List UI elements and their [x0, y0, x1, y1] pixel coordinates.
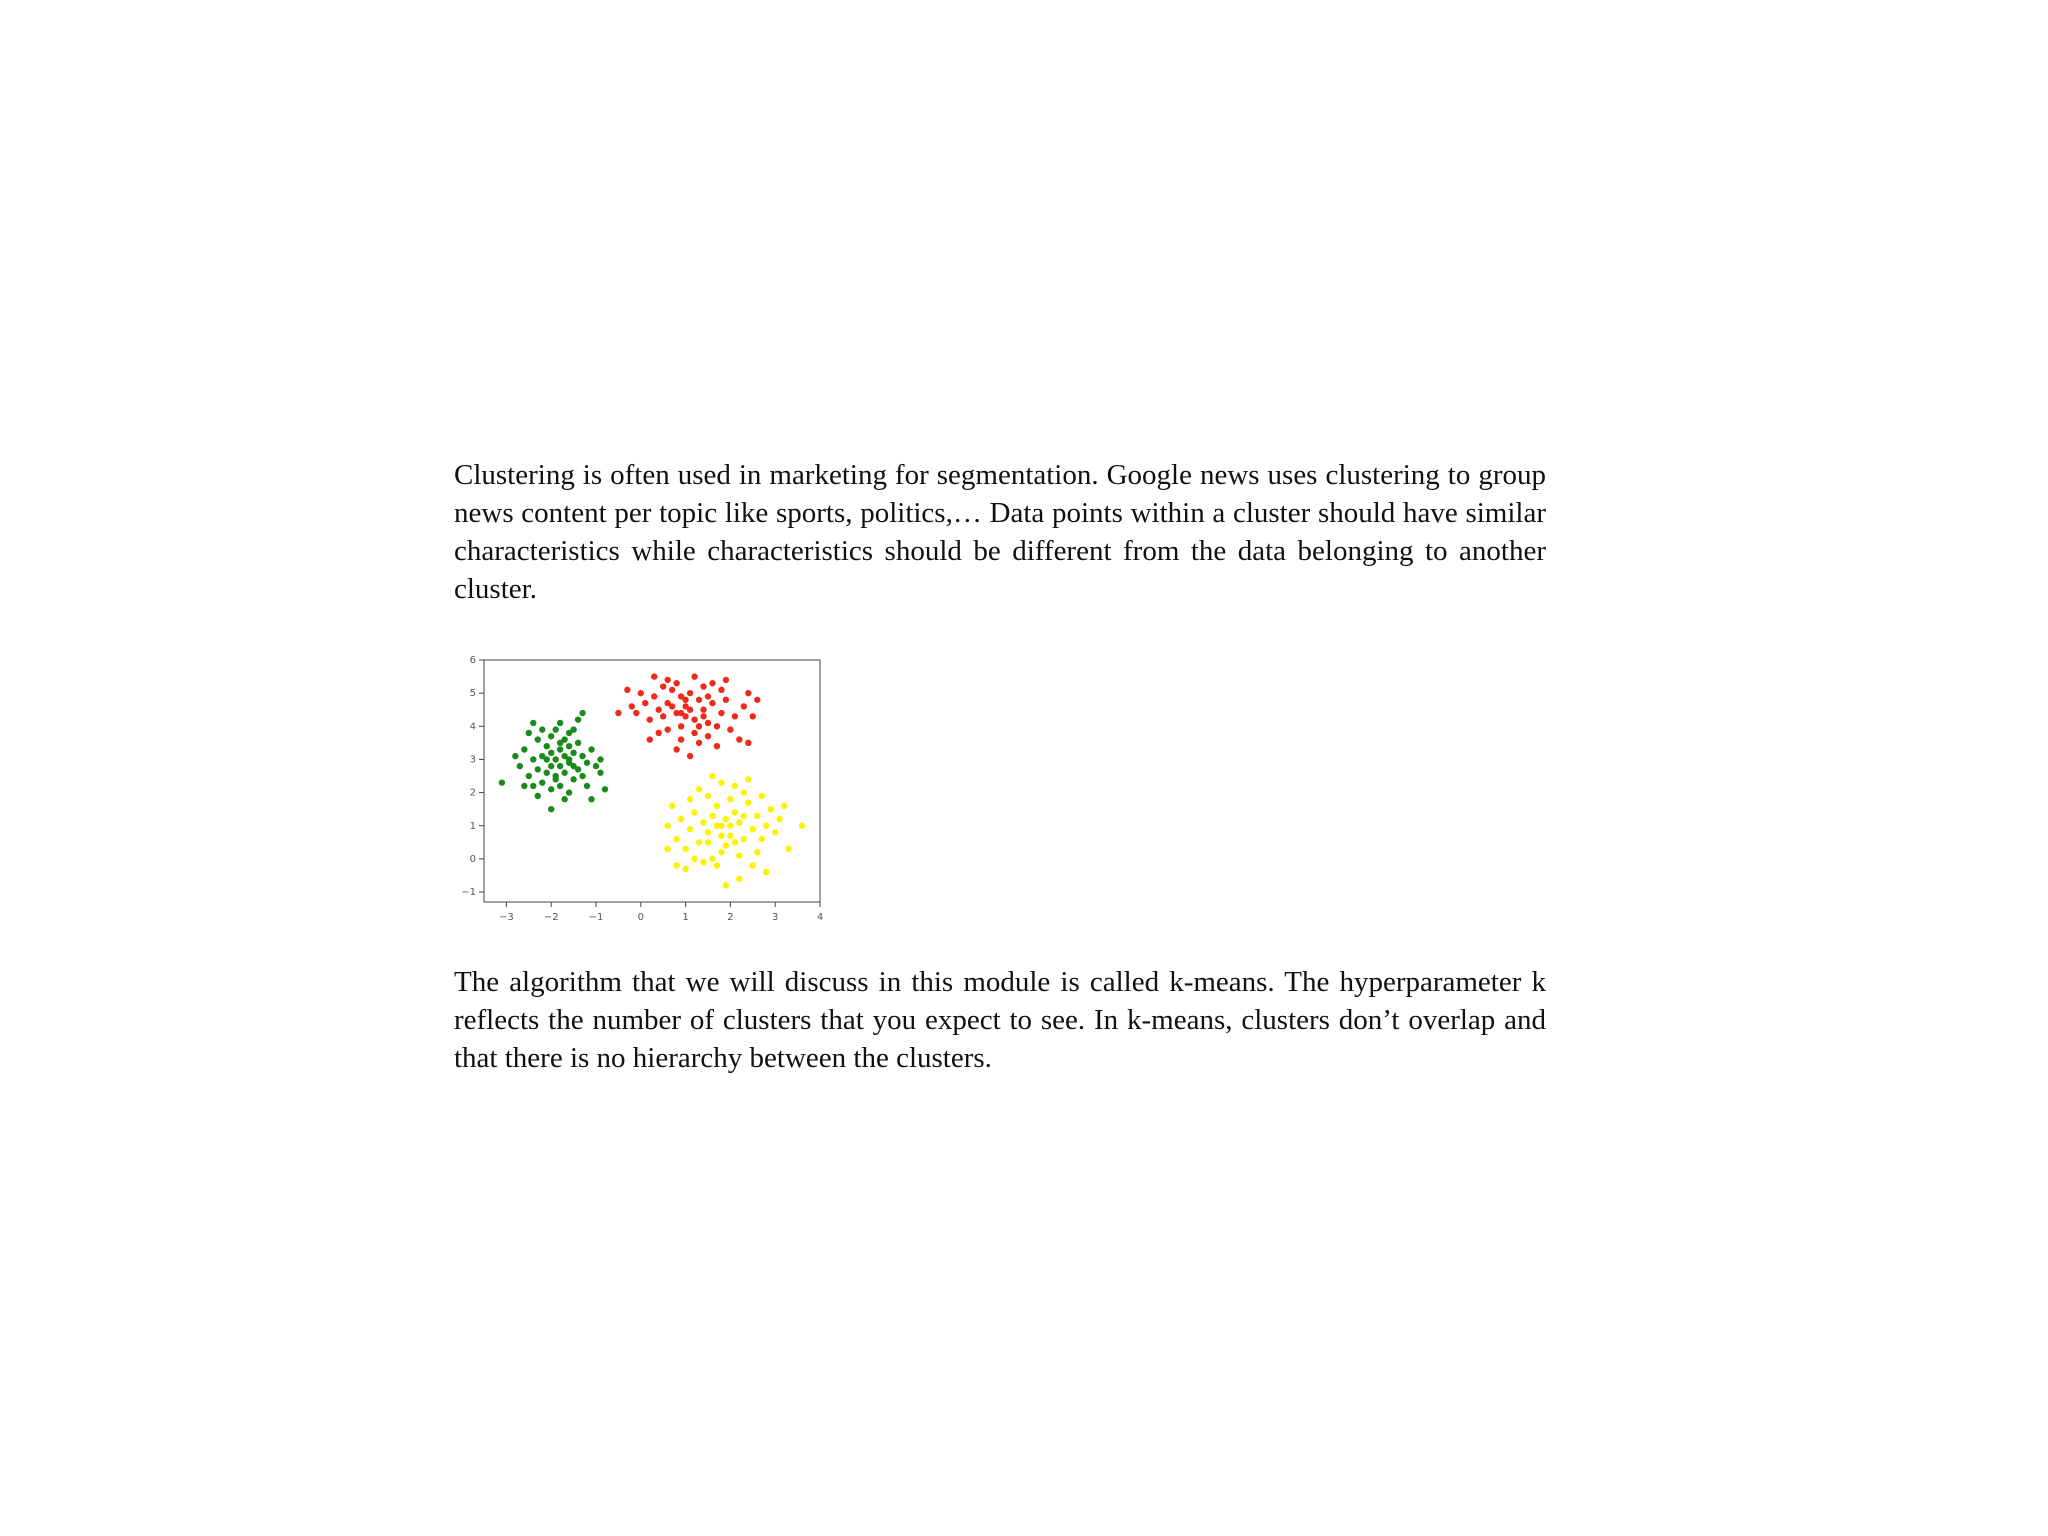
data-point	[566, 789, 572, 795]
data-point	[629, 703, 635, 709]
data-point	[548, 786, 554, 792]
data-point	[530, 756, 536, 762]
y-tick-label: 3	[469, 754, 476, 766]
data-point	[682, 697, 688, 703]
data-point	[736, 736, 742, 742]
data-point	[709, 700, 715, 706]
data-point	[544, 756, 550, 762]
data-point	[633, 710, 639, 716]
data-point	[705, 839, 711, 845]
data-point	[682, 866, 688, 872]
data-point	[696, 786, 702, 792]
data-point	[669, 703, 675, 709]
data-point	[566, 743, 572, 749]
data-point	[691, 856, 697, 862]
data-point	[557, 763, 563, 769]
data-point	[696, 740, 702, 746]
data-point	[535, 766, 541, 772]
data-point	[718, 710, 724, 716]
data-point	[763, 823, 769, 829]
data-point	[517, 763, 523, 769]
data-point	[584, 760, 590, 766]
data-point	[718, 849, 724, 855]
data-point	[678, 710, 684, 716]
data-point	[799, 823, 805, 829]
data-point	[660, 683, 666, 689]
data-point	[673, 862, 679, 868]
data-point	[499, 779, 505, 785]
y-axis	[461, 655, 484, 898]
paragraph-kmeans: The algorithm that we will discuss in this module is called k-means. The hyperparameter k reflects the number of clusters that you expect to see. In k-means, clusters don’t overlap and that there is no hierarchy between the clusters.	[454, 966, 1546, 1074]
data-point	[727, 726, 733, 732]
data-point	[709, 813, 715, 819]
data-point	[736, 819, 742, 825]
data-point	[579, 773, 585, 779]
data-point	[687, 753, 693, 759]
data-point	[588, 796, 594, 802]
x-tick-label: 0	[637, 912, 644, 923]
data-point	[530, 720, 536, 726]
data-point	[687, 707, 693, 713]
y-tick-label: 0	[469, 853, 476, 865]
data-point	[521, 783, 527, 789]
data-point	[691, 673, 697, 679]
data-point	[741, 836, 747, 842]
data-point	[539, 726, 545, 732]
data-point	[705, 733, 711, 739]
data-point	[647, 716, 653, 722]
data-point	[656, 730, 662, 736]
data-point	[727, 832, 733, 838]
data-point	[561, 796, 567, 802]
data-point	[548, 733, 554, 739]
data-point	[723, 882, 729, 888]
data-point	[714, 723, 720, 729]
data-point	[709, 680, 715, 686]
data-point	[579, 710, 585, 716]
data-point	[714, 743, 720, 749]
y-tick-label: −1	[461, 887, 476, 899]
data-point	[732, 809, 738, 815]
cluster-scatter-chart	[452, 650, 832, 930]
x-tick-label: 1	[682, 912, 689, 923]
data-point	[526, 773, 532, 779]
cluster-scatter-figure	[452, 650, 832, 930]
data-point	[544, 743, 550, 749]
data-point	[718, 779, 724, 785]
data-point	[566, 756, 572, 762]
data-point	[763, 869, 769, 875]
data-point	[647, 736, 653, 742]
data-point	[526, 730, 532, 736]
data-point	[785, 846, 791, 852]
data-point	[732, 839, 738, 845]
x-tick-label: −1	[588, 912, 604, 923]
data-point	[741, 813, 747, 819]
x-tick-label: −3	[499, 912, 514, 923]
data-point	[732, 783, 738, 789]
data-point	[781, 803, 787, 809]
data-point	[615, 710, 621, 716]
data-point	[539, 779, 545, 785]
data-point	[741, 703, 747, 709]
data-point	[687, 826, 693, 832]
data-point	[624, 687, 630, 693]
data-point	[669, 687, 675, 693]
data-point	[754, 697, 760, 703]
y-tick-label: 4	[469, 721, 476, 733]
data-point	[521, 746, 527, 752]
data-point	[579, 753, 585, 759]
data-point	[557, 746, 563, 752]
y-tick-label: 5	[469, 688, 476, 700]
data-point	[750, 826, 756, 832]
data-point	[557, 720, 563, 726]
data-point	[759, 836, 765, 842]
data-point	[552, 776, 558, 782]
data-point	[709, 773, 715, 779]
data-point	[691, 716, 697, 722]
data-point	[512, 753, 518, 759]
x-tick-label: 3	[772, 912, 779, 923]
data-point	[745, 799, 751, 805]
data-point	[651, 693, 657, 699]
data-point	[588, 746, 594, 752]
data-point	[736, 876, 742, 882]
data-point	[557, 783, 563, 789]
data-point	[678, 736, 684, 742]
data-point	[696, 697, 702, 703]
data-point	[705, 793, 711, 799]
data-point	[570, 776, 576, 782]
data-point	[723, 816, 729, 822]
data-point	[732, 713, 738, 719]
data-point	[691, 809, 697, 815]
y-tick-label: 6	[469, 655, 476, 666]
data-point	[638, 690, 644, 696]
data-point	[669, 803, 675, 809]
data-point	[544, 770, 550, 776]
data-point	[664, 846, 670, 852]
data-point	[727, 796, 733, 802]
data-point	[570, 726, 576, 732]
data-point	[723, 677, 729, 683]
data-point	[696, 723, 702, 729]
data-point	[741, 789, 747, 795]
data-point	[593, 763, 599, 769]
data-point	[705, 693, 711, 699]
data-point	[714, 803, 720, 809]
data-point	[754, 813, 760, 819]
data-point	[664, 677, 670, 683]
data-point	[745, 690, 751, 696]
data-point	[642, 700, 648, 706]
x-tick-label: 2	[727, 912, 734, 923]
data-point	[727, 823, 733, 829]
data-point	[548, 806, 554, 812]
data-point	[656, 707, 662, 713]
data-point	[700, 859, 706, 865]
data-point	[714, 823, 720, 829]
data-point	[718, 687, 724, 693]
data-point	[745, 740, 751, 746]
data-point	[660, 713, 666, 719]
data-point	[682, 846, 688, 852]
data-point	[759, 793, 765, 799]
data-point	[772, 829, 778, 835]
data-point	[714, 862, 720, 868]
data-point	[597, 756, 603, 762]
data-point	[700, 683, 706, 689]
data-point	[530, 783, 536, 789]
x-axis	[499, 902, 823, 923]
data-point	[723, 697, 729, 703]
data-point	[552, 726, 558, 732]
x-tick-label: −2	[543, 912, 559, 923]
data-point	[575, 716, 581, 722]
data-point	[736, 852, 742, 858]
data-point	[691, 730, 697, 736]
data-point	[548, 763, 554, 769]
data-point	[664, 823, 670, 829]
data-point	[664, 726, 670, 732]
data-point	[678, 816, 684, 822]
data-point	[570, 763, 576, 769]
data-point	[750, 862, 756, 868]
data-point	[750, 713, 756, 719]
data-point	[557, 740, 563, 746]
data-point	[597, 770, 603, 776]
data-point	[673, 746, 679, 752]
data-point	[687, 796, 693, 802]
data-point	[602, 786, 608, 792]
y-tick-label: 2	[469, 787, 476, 799]
data-point	[535, 793, 541, 799]
data-point	[700, 819, 706, 825]
data-point	[709, 856, 715, 862]
data-point	[718, 832, 724, 838]
data-point	[700, 707, 706, 713]
data-point	[561, 770, 567, 776]
data-point	[687, 690, 693, 696]
data-point	[700, 713, 706, 719]
data-point	[696, 839, 702, 845]
data-point	[535, 736, 541, 742]
paragraph-clustering-intro: Clustering is often used in marketing for segmentation. Google news uses clustering to group news content per topic like sports, politics,… Data points within a cluster should have similar characteristics while characteristics should be different from the data belonging to another cluster.	[454, 459, 1546, 605]
data-point	[673, 680, 679, 686]
x-tick-label: 4	[816, 912, 824, 923]
data-point	[776, 816, 782, 822]
data-point	[575, 740, 581, 746]
data-point	[678, 723, 684, 729]
data-point	[673, 836, 679, 842]
data-point	[745, 776, 751, 782]
data-point	[705, 720, 711, 726]
data-point	[552, 756, 558, 762]
data-point	[768, 806, 774, 812]
data-point	[570, 750, 576, 756]
y-tick-label: 1	[469, 820, 476, 832]
data-point	[584, 783, 590, 789]
data-point	[723, 842, 729, 848]
data-point	[705, 829, 711, 835]
data-point	[548, 750, 554, 756]
data-point	[651, 673, 657, 679]
data-point	[754, 849, 760, 855]
